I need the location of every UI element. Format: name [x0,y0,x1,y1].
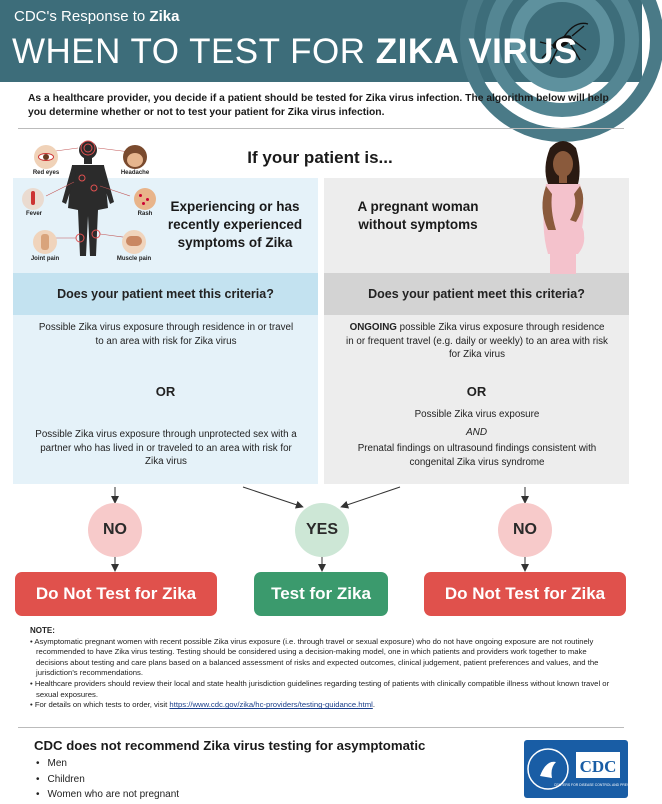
asymptomatic-list [36,756,179,803]
symptom-label: Muscle pain [116,256,152,262]
no-circle-left: NO [88,503,142,557]
yes-circle: YES [295,503,349,557]
criteria-heading-left: Does your patient meet this criteria? [13,273,318,315]
symptom-label: Red eyes [32,170,60,176]
right-or-label: OR [466,384,487,399]
patient-type-symptomatic: Experiencing or has recently experienced symptoms of Zika [167,199,303,250]
do-not-test-left: Do Not Test for Zika [15,572,217,616]
question-heading: If your patient is... [247,148,393,167]
cdc-logo [524,740,643,798]
notes-section [30,626,614,711]
no-circle-right: NO [498,503,552,557]
left-criterion-1: Possible Zika virus exposure through residence in or travel to an area with risk for Zika virus [38,322,294,347]
right-criterion-1: ONGOING possible Zika virus exposure through residence in or frequent travel (e.g. daily or weekly) to an area with risk for Zika virus [346,322,608,360]
list-item: • Children [36,772,179,788]
symptom-label: Fever [25,211,42,217]
right-and-label: AND [465,427,488,438]
testing-guidance-link[interactable]: https://www.cdc.gov/zika/hc-providers/testing-guidance.html [169,700,373,710]
symptom-label: Headache [120,170,150,176]
note-item: • Asymptomatic pregnant women with recent possible Zika virus exposure (i.e. through travel or sexual exposure) who do not have ongoing exposure are not routinely recommended to have Zika virus testing. Testing should be considered using a decision-making model, one in which patients and providers work together to make decisions about testing and care plans based on a balanced assessment of risks and expected outcomes, clinical judgement, patient preferences and values, and the jurisdiction's recommendations. [30,636,599,678]
symptom-label: Rash [137,211,153,217]
note-item: • For details on which tests to order, visit https://www.cdc.gov/zika/hc-providers/testing-guidance.html. [30,700,375,710]
divider [18,727,624,728]
page-title: WHEN TO TEST FOR ZIKA VIRUS [12,32,578,71]
bottom-title: CDC does not recommend Zika virus testing for asymptomatic [34,738,426,753]
list-item: • Men [36,756,179,772]
symptom-label: Joint pain [30,256,60,262]
cdc-tagline: CENTERS FOR DISEASE CONTROL AND PREVENTION [553,783,643,787]
note-heading: NOTE: [30,626,55,635]
test-for-zika: Test for Zika [254,572,388,616]
left-or-label: OR [155,384,176,399]
do-not-test-right: Do Not Test for Zika [424,572,626,616]
list-item: • Women who are not pregnant [36,787,179,803]
intro-text: As a healthcare provider, you decide if a patient should be tested for Zika virus infection. The algorithm below will help you determine whether or not to test your patient for Zika virus infection. [28,93,609,118]
header-kicker: CDC's Response to Zika [14,8,180,25]
patient-type-pregnant: A pregnant woman without symptoms [357,199,479,232]
note-item: • Healthcare providers should review their local and state health jurisdiction guidelines regarding testing of patients with clinically compatible illness without known travel or sexual exposures. [30,678,610,699]
right-criterion-3: Prenatal findings on ultrasound findings consistent with congenital Zika virus syndrome [357,443,597,468]
hhs-eagle-icon [524,740,643,798]
left-criterion-2: Possible Zika virus exposure through unprotected sex with a partner who has lived in or traveled to an area with risk for Zika virus [35,429,297,467]
criteria-heading-right: Does your patient meet this criteria? [324,273,629,315]
right-criterion-2: Possible Zika virus exposure [414,409,540,420]
cdc-logo-text: CDC [579,757,617,776]
